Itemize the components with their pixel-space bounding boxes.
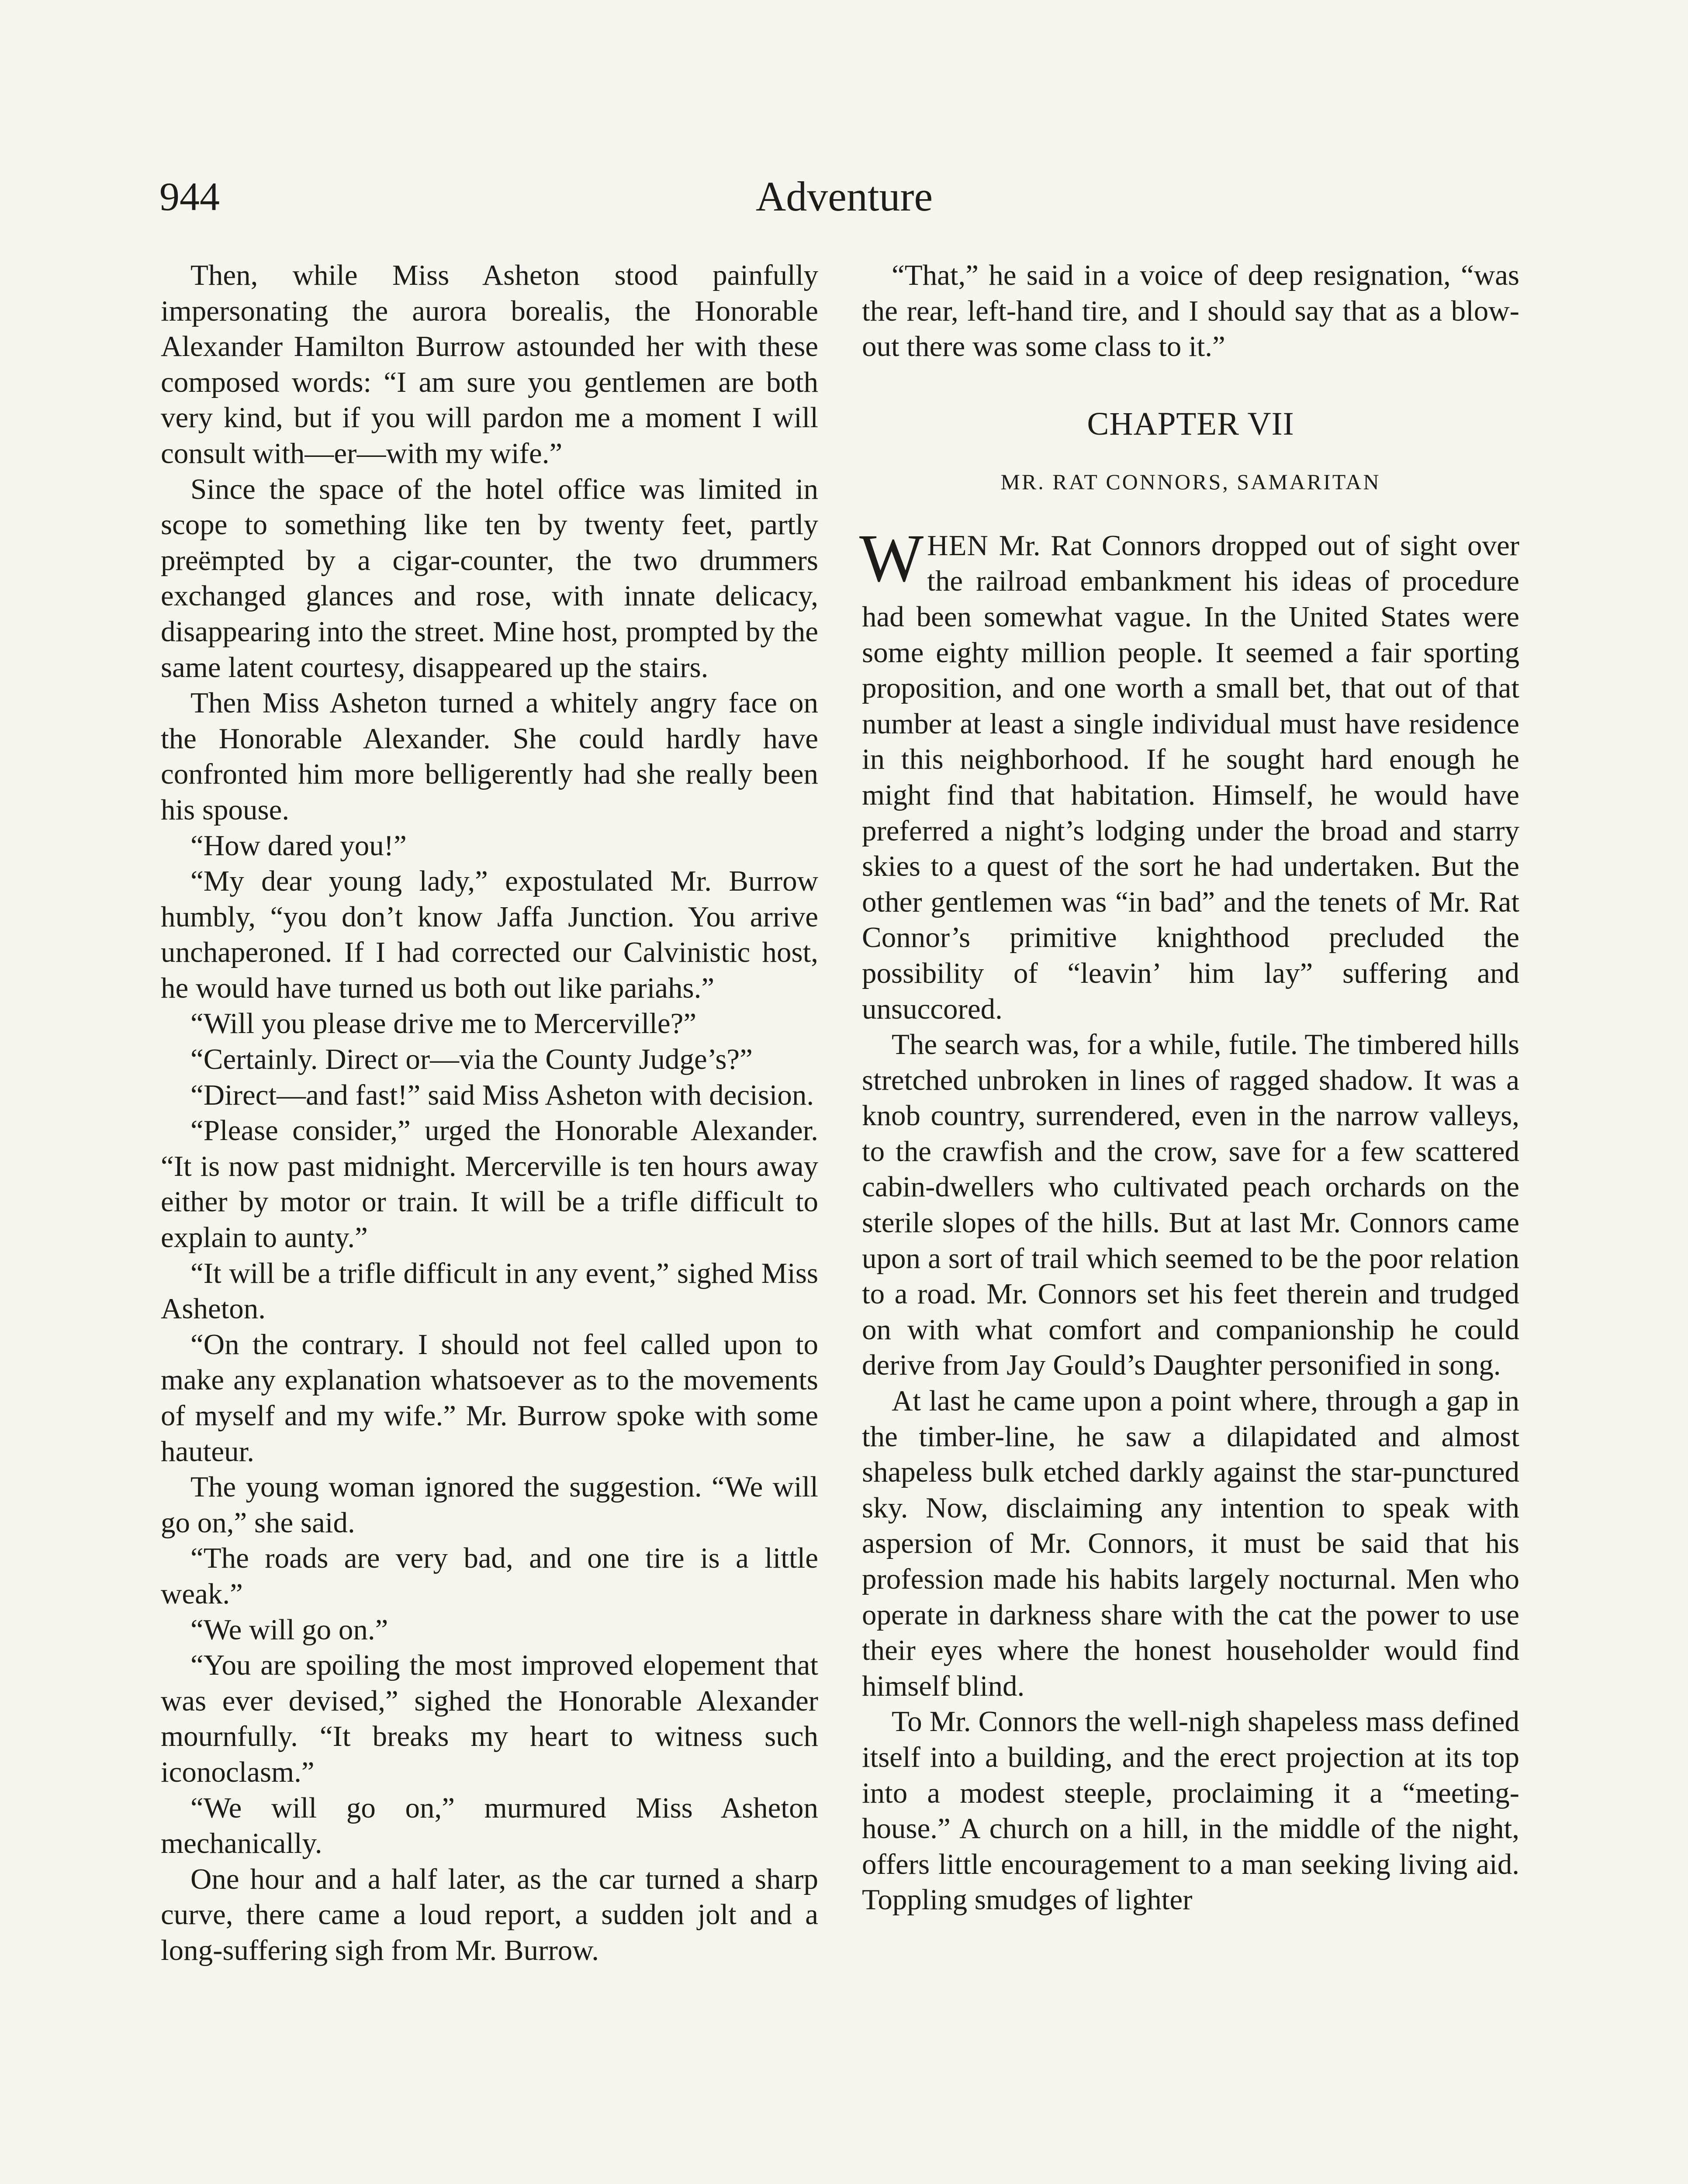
paragraph: “You are spoiling the most improved elopement that was ever devised,” sighed the Honorable Alexander mournfully. “It breaks my heart to witness such iconoclasm.”: [161, 1649, 818, 1788]
right-column: [859, 258, 1519, 1918]
page-header: [159, 166, 1529, 227]
chapter-subtitle: MR. RAT CONNORS, SAMARITAN: [1000, 469, 1381, 494]
paragraph: “We will go on.”: [190, 1613, 388, 1646]
paragraph: “How dared you!”: [190, 829, 407, 862]
paragraph: “Will you please drive me to Mercerville?”: [190, 1007, 697, 1040]
paragraph: One hour and a half later, as the car turned a sharp curve, there came a loud report, a sudden jolt and a long-suffering sigh from Mr. Burrow.: [161, 1863, 818, 1966]
paragraph: “It will be a trifle difficult in any event,” sighed Miss Asheton.: [161, 1257, 818, 1325]
chapter-first-paragraph: [859, 520, 1519, 1027]
paragraph: “Certainly. Direct or—via the County Judge’s?”: [190, 1043, 753, 1076]
paragraph: “My dear young lady,” expostulated Mr. Burrow humbly, “you don’t know Jaffa Junction. You arrive unchaperoned. If I had corrected our Calvinistic host, he would have turned us both out like pariahs.”: [161, 865, 818, 1004]
paragraph: “That,” he said in a voice of deep resignation, “was the rear, left-hand tire, and I should say that as a blow-out there was some class to it.”: [862, 259, 1519, 363]
paragraph-text: Mr. Rat Connors dropped out of sight over the railroad embankment his ideas of procedure had been somewhat vague. In the United States were some eighty million people. It seemed a fair sporting proposition, and one worth a small bet, that out of that number at least a single individual must have residence in this neighborhood. If he sought hard enough he might find that habitation. Himself, he would have preferred a night’s lodging under the broad and starry skies to a quest of the sort he had undertaken. But the other gentlemen was “in bad” and the tenets of Mr. Rat Connor’s primitive knighthood precluded the possibility of “leavin’ him lay” suffering and unsuccored.: [862, 529, 1519, 1025]
paragraph: Since the space of the hotel office was limited in scope to something like ten by twenty feet, partly preëmpted by a cigar-counter, the two drummers exchanged glances and rose, with innate delicacy, disappearing into the street. Mine host, prompted by the same latent courtesy, disappeared up the stairs.: [161, 473, 818, 684]
page-number: 944: [159, 174, 220, 219]
paragraph: The young woman ignored the suggestion. “We will go on,” she said.: [161, 1471, 818, 1539]
running-title: Adventure: [755, 173, 933, 220]
paragraph: At last he came upon a point where, through a gap in the timber-line, he saw a dilapidated and almost shapeless bulk etched darkly against the star-punctured sky. Now, disclaiming any intention to speak with aspersion of Mr. Connors, it must be said that his profession made his habits largely nocturnal. Men who operate in darkness share with the cat the power to use their eyes where the honest householder would find himself blind.: [862, 1385, 1519, 1702]
paragraph: Then Miss Asheton turned a whitely angry face on the Honorable Alexander. She could hardly have confronted him more belligerently had she really been his spouse.: [161, 687, 818, 826]
paragraph: “We will go on,” murmured Miss Asheton mechanically.: [161, 1791, 818, 1860]
paragraph: “On the contrary. I should not feel called upon to make any explanation whatsoever as to the movements of myself and my wife.” Mr. Burrow spoke with some hauteur.: [161, 1328, 818, 1468]
paragraph: “Direct—and fast!” said Miss Asheton with decision.: [190, 1078, 814, 1111]
chapter-heading: CHAPTER VII: [1087, 405, 1294, 442]
drop-cap: W: [859, 520, 924, 596]
paragraph: “Please consider,” urged the Honorable Alexander. “It is now past midnight. Mercerville is ten hours away either by motor or train. It will be a trifle difficult to explain to aunty.”: [161, 1114, 818, 1254]
paragraph: “The roads are very bad, and one tire is a little weak.”: [161, 1542, 818, 1610]
paragraph: Then, while Miss Asheton stood painfully impersonating the aurora borealis, the Honorable Alexander Hamilton Burrow astounded her with these composed words: “I am sure you gentlemen are both very kind, but if you will pardon me a moment I will consult with—er—with my wife.”: [161, 259, 818, 470]
drop-cap-continuation: HEN: [927, 529, 989, 562]
paragraph: The search was, for a while, futile. The timbered hills stretched unbroken in lines of ragged shadow. It was a knob country, surrendered, even in the narrow valleys, to the crawfish and the crow, save for a few scattered cabin-dwellers who cultivated peach orchards on the sterile slopes of the hills. But at last Mr. Connors came upon a sort of trail which seemed to be the poor relation to a road. Mr. Connors set his feet therein and trudged on with what comfort and companionship he could derive from Jay Gould’s Daughter personified in song.: [862, 1028, 1519, 1382]
left-column: [161, 258, 818, 1969]
paragraph: To Mr. Connors the well-nigh shapeless mass defined itself into a building, and the erect projection at its top into a modest steeple, proclaiming it a “meeting-house.” A church on a hill, in the middle of the night, offers little encouragement to a man seeking living aid. Toppling smudges of lighter: [862, 1705, 1519, 1916]
